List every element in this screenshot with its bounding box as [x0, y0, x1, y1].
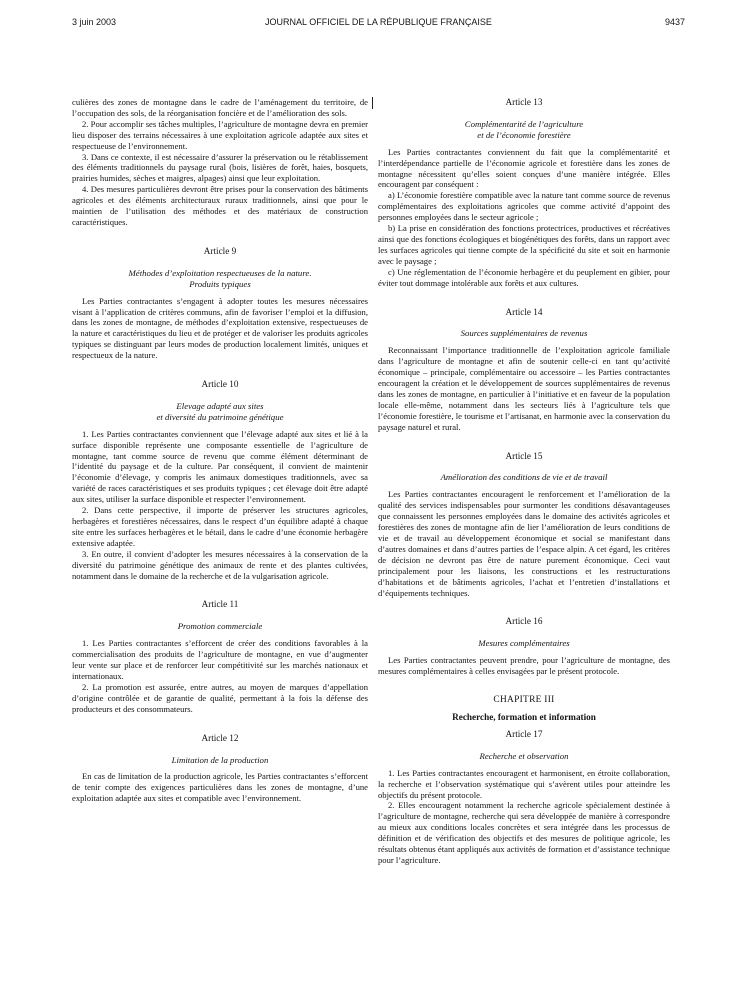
paragraph: En cas de limitation de la production agricole, les Parties contractantes s’efforcent de tenir compte des exigences particulières dans les zones de montagne, d’une exploitation adaptée aux sites et compatible avec l’environnement.	[72, 771, 368, 804]
article-title: Recherche et observation	[479, 750, 569, 761]
paragraph: a) L’économie forestière compatible avec la nature tant comme source de revenus complémentaires des exploitations agricoles que comme activité d’appoint des personnes employées dans le secteur agricole ;	[378, 190, 670, 223]
paragraph: b) La prise en considération des fonctions protectrices, productives et récréatives ainsi que des fonctions écologiques et biogénétiques des forêts, dans un rapport avec les surfaces agricoles qui tienne compte de la spécificité du site et soit en harmonie avec le paysage ;	[378, 223, 670, 266]
article-title: Sources supplémentaires de revenus	[460, 328, 588, 339]
paragraph: 1. Les Parties contractantes encouragent et harmonisent, en étroite collaboration, la recherche et l’observation systématique qui s’avèrent utiles pour atteindre les objectifs du présent protocole.	[378, 767, 670, 800]
article-title: Promotion commerciale	[177, 621, 263, 632]
left-column	[72, 97, 368, 804]
article-heading: Article 16	[505, 616, 543, 627]
article-heading: Article 9	[203, 245, 237, 256]
article-heading: Article 14	[505, 306, 543, 317]
article-title: Elevage adapté aux sites	[176, 400, 264, 411]
article-title: Méthodes d’exploitation respectueuses de la nature.	[128, 267, 312, 278]
article-heading: Article 11	[201, 599, 239, 610]
chapter-title: Recherche, formation et information	[452, 711, 596, 722]
paragraph: 2. Elles encouragent notamment la recherche agricole spécialement destinée à l’agriculture de montagne, recherche qui sera développée de manière à correspondre au mieux aux conditions locales concrètes et sera intégrée dans les processus de définition et de vérification des objectifs et des mesures de politique agricole, les résultats obtenus étant appliqués aux activités de formation et d’assistance technique pour l’agriculture.	[378, 800, 670, 865]
paragraph: 4. Des mesures particulières devront être prises pour la conservation des bâtiments agricoles et des éléments architecturaux ruraux traditionnels, ainsi que pour le maintien de l’utilisation des méthodes et des matériaux de construction caractéristiques.	[72, 184, 368, 227]
chapter-heading: CHAPITRE III	[493, 695, 555, 706]
paragraph: 2. Dans cette perspective, il importe de préserver les structures agricoles, herbagères et forestières nécessaires, dans le respect d’un équilibre adapté à chaque site entre les surfaces herbagères et le bétail, dans le cadre d’une économie herbagère extensive adaptée.	[72, 505, 368, 548]
article-title: et diversité du patrimoine génétique	[156, 411, 284, 422]
article-heading: Article 13	[505, 97, 543, 107]
paragraph: Les Parties contractantes s’engagent à adopter toutes les mesures nécessaires visant à l’application de critères communs, afin de favoriser l’emploi et la diffusion, dans les zones de montagne, de méthodes d’exploitation extensive, respectueuses de la nature et caractéristiques du lieu et de protéger et de valoriser les produits agricoles typiques se distinguant par leurs modes de production localement limités, uniques et respectueux de la nature.	[72, 295, 368, 361]
article-title: Mesures complémentaires	[478, 638, 570, 649]
column-divider	[372, 97, 373, 109]
header-journal-title: JOURNAL OFFICIEL DE LA RÉPUBLIQUE FRANÇAISE	[265, 17, 492, 27]
header-date: 3 juin 2003	[72, 17, 117, 27]
article-heading: Article 15	[505, 450, 543, 461]
article-title: et de l’économie forestière	[477, 129, 571, 140]
article-title: Complémentarité de l’agriculture	[464, 118, 584, 129]
article-heading: Article 12	[201, 732, 239, 743]
article-heading: Article 17	[505, 728, 543, 739]
paragraph: 1. Les Parties contractantes s’efforcent de créer des conditions favorables à la commercialisation des produits de l’agriculture de montagne, en vue d’augmenter leur vente sur place et de renforcer leur compétitivité sur les marchés nationaux et internationaux.	[72, 638, 368, 681]
paragraph: 2. Pour accomplir ses tâches multiples, l’agriculture de montagne devra en premier lieu disposer des terrains nécessaires à une exploitation agricole adaptée aux sites et respectueuse de l’environnement.	[72, 118, 368, 151]
paragraph: 1. Les Parties contractantes conviennent que l’élevage adapté aux sites et lié à la surface disponible représente une composante essentielle de l’agriculture de montagne, tant comme source de revenu que comme élément déterminant de l’identité du paysage et de la culture. Par conséquent, il convient de maintenir l’économie d’élevage, y compris les animaux domestiques traditionnels, avec sa variété de races caractéristiques et ses produits typiques ; cet élevage doit être adapté aux sites, utiliser la surface disponible et respecter l’environnement.	[72, 428, 368, 505]
paragraph: 2. La promotion est assurée, entre autres, au moyen de marques d’appellation d’origine contrôlée et de garantie de qualité, permettant à la fois la défense des producteurs et des consommateurs.	[72, 681, 368, 714]
page-header	[72, 17, 685, 33]
paragraph: Les Parties contractantes encouragent le renforcement et l’amélioration de la qualité des services indispensables pour surmonter les conditions désavantageuses que connaissent les personnes employées dans le domaine des activités agricoles et forestières des zones de montagne afin de lier l’amélioration de leurs conditions de vie et de travail au développement économique et social se manifestant dans d’autres domaines et dans d’autres parties de l’espace alpin. A cet égard, les critères de décision ne devront pas être de nature purement économique. Ceci vaut principalement pour les liaisons, les constructions et les restructurations d’habitations et de bâtiments agricoles, l’achat et l’entretien d’installations et d’équipements techniques.	[378, 489, 670, 598]
article-title: Amélioration des conditions de vie et de travail	[440, 472, 608, 483]
paragraph: culières des zones de montagne dans le cadre de l’aménagement du territoire, de l’occupation des sols, de la réorganisation foncière et de l’amélioration des sols.	[72, 97, 368, 118]
article-title: Limitation de la production	[171, 754, 269, 765]
paragraph: Reconnaissant l’importance traditionnelle de l’exploitation agricole familiale dans l’agriculture de montagne et afin de soutenir celle-ci en tant qu’activité économique – principale, complémentaire ou accessoire – les Parties contractantes encouragent la création et le développement de sources supplémentaires de revenus dans les zones de montagne, en particulier à l’initiative et en faveur de la population locale elle-même, notamment dans les secteurs liés à l’agriculture tels que l’économie forestière, le tourisme et l’artisanat, en harmonie avec la conservation du paysage naturel et rural.	[378, 345, 670, 432]
paragraph: c) Une réglementation de l’économie herbagère et du peuplement en gibier, pour éviter tout dommage intolérable aux forêts et aux cultures.	[378, 266, 670, 288]
article-title: Produits typiques	[189, 278, 251, 289]
article-heading: Article 10	[201, 379, 239, 390]
paragraph: 3. Dans ce contexte, il est nécessaire d’assurer la préservation ou le rétablissement des éléments traditionnels du paysage rural (bois, lisières de forêt, haies, bosquets, prairies humides, sèches et maigres, alpages) ainsi que leur exploitation.	[72, 151, 368, 184]
right-column	[378, 97, 670, 866]
paragraph: Les Parties contractantes conviennent du fait que la complémentarité et l’interdépendance partielle de l’économie agricole et forestière dans les zones de montagne nécessitent qu’elles soient conçues d’une manière intégrée. Elles encouragent par conséquent :	[378, 146, 670, 190]
paragraph: 3. En outre, il convient d’adopter les mesures nécessaires à la conservation de la diversité du patrimoine génétique des animaux de rente et des plantes cultivées, notamment dans le domaine de la recherche et de la vulgarisation agricole.	[72, 548, 368, 581]
header-page-number: 9437	[664, 17, 685, 27]
paragraph: Les Parties contractantes peuvent prendre, pour l’agriculture de montagne, des mesures complémentaires à celles envisagées par le présent protocole.	[378, 655, 670, 677]
